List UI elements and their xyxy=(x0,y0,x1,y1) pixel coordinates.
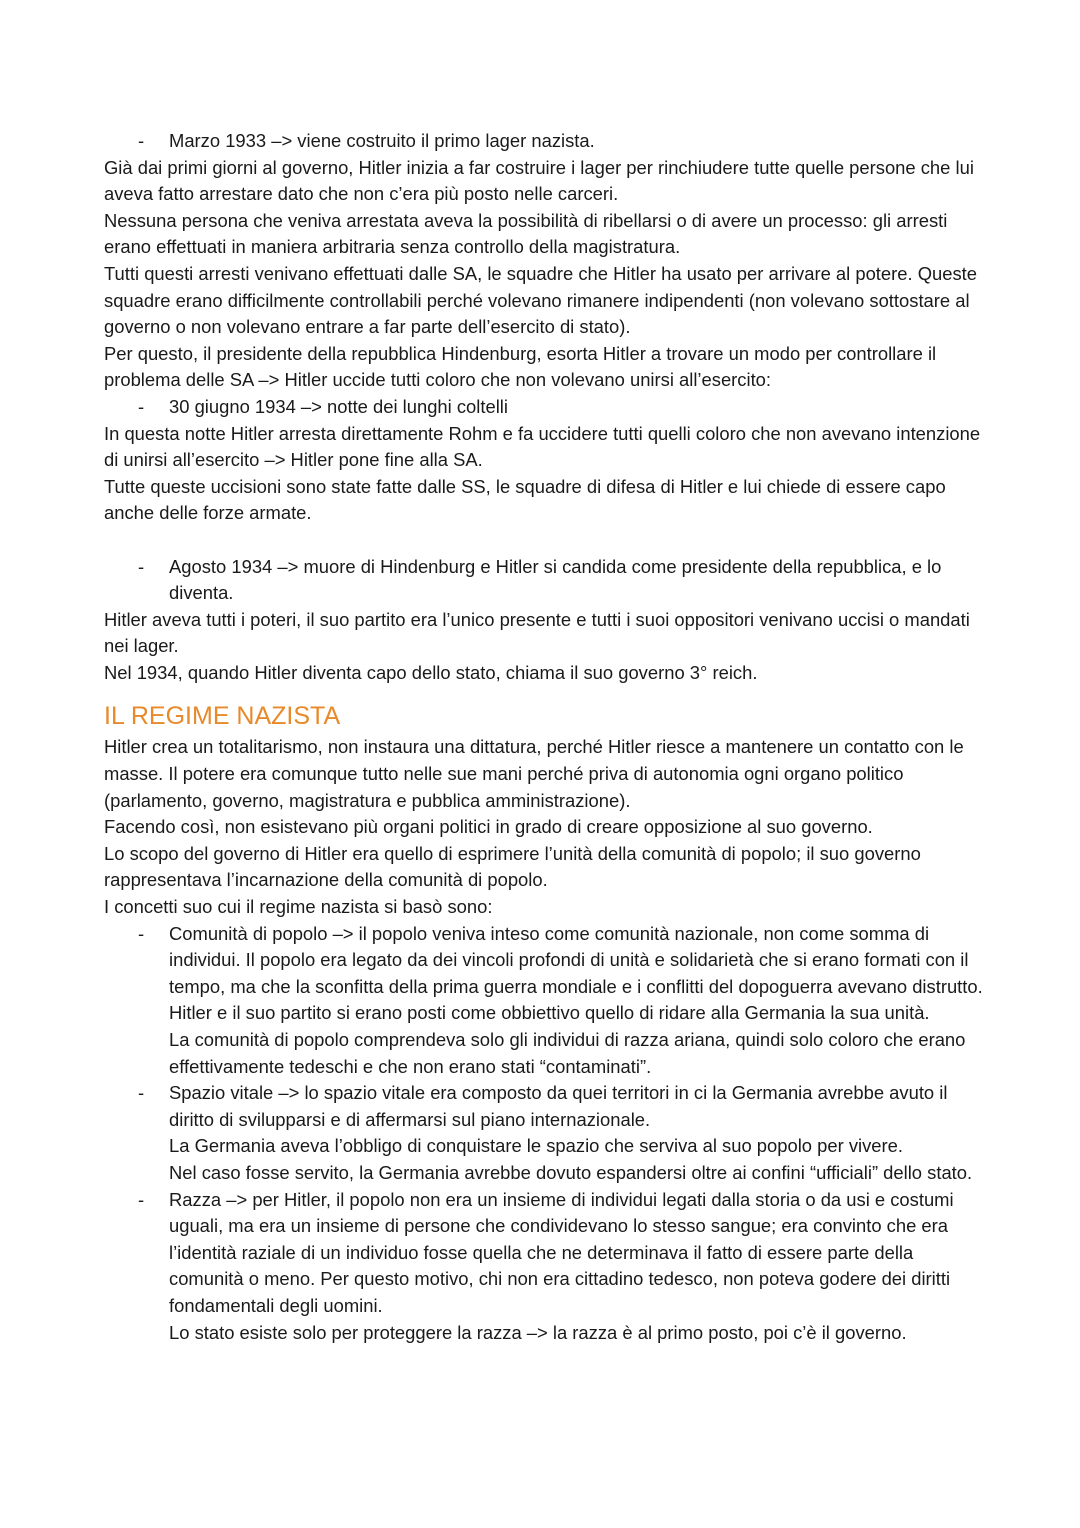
bullet-text: La comunità di popolo comprendeva solo gli individui di razza ariana, quindi solo coloro che erano effettivamente tedeschi e che non erano stati “contaminati”. xyxy=(169,1029,966,1077)
bullet-dash: - xyxy=(138,1188,145,1210)
bullet-dash: - xyxy=(138,555,145,577)
bullet-marzo-1933 xyxy=(104,128,984,155)
paragraph: Tutti questi arresti venivano effettuati dalle SA, le squadre che Hitler ha usato per arrivare al potere. Queste squadre erano difficilmente controllabili perché volevano rimanere indipendenti (non volevano sottostare al governo o non volevano entrare a far parte dell’esercito di stato). xyxy=(104,262,978,338)
bullet-agosto-1934 xyxy=(104,554,984,607)
bullet-text: Spazio vitale –> lo spazio vitale era composto da quei territori in ci la Germania avrebbe avuto il diritto di svilupparsi e di affermarsi sul piano internazionale. xyxy=(169,1082,948,1130)
bullet-text: Lo stato esiste solo per proteggere la razza –> la razza è al primo posto, poi c’è il governo. xyxy=(169,1321,907,1343)
paragraph: I concetti suo cui il regime nazista si basò sono: xyxy=(104,896,493,918)
bullet-dash: - xyxy=(138,395,145,417)
bullet-text: La Germania aveva l’obbligo di conquistare le spazio che serviva al suo popolo per vivere. xyxy=(169,1135,904,1157)
bullet-comunita-di-popolo xyxy=(104,921,984,1081)
bullet-dash: - xyxy=(138,1082,145,1104)
bullet-dash: - xyxy=(138,922,145,944)
paragraph: Tutte queste uccisioni sono state fatte dalle SS, le squadre di difesa di Hitler e lui chiede di essere capo anche delle forze armate. xyxy=(104,475,946,524)
paragraph: Hitler aveva tutti i poteri, il suo partito era l’unico presente e tutti i suoi oppositori venivano uccisi o mandati nei lager. xyxy=(104,608,970,657)
paragraph: Per questo, il presidente della repubblica Hindenburg, esorta Hitler a trovare un modo per controllare il problema delle SA –> Hitler uccide tutti coloro che non volevano unirsi all’esercito: xyxy=(104,342,937,391)
blank-line xyxy=(104,527,984,554)
paragraph: Lo scopo del governo di Hitler era quello di esprimere l’unità della comunità di popolo; il suo governo rappresentava l’incarnazione della comunità di popolo. xyxy=(104,842,921,891)
paragraph: Hitler crea un totalitarismo, non instaura una dittatura, perché Hitler riesce a mantenere un contatto con le masse. Il potere era comunque tutto nelle sue mani perché priva di autonomia ogni organo politico (parlamento, governo, magistratura e pubblica amministrazione). xyxy=(104,736,964,811)
bullet-razza xyxy=(104,1187,984,1347)
bullet-text: Marzo 1933 –> viene costruito il primo lager nazista. xyxy=(169,130,595,151)
bullet-spazio-vitale xyxy=(104,1080,984,1186)
paragraph: Nel 1934, quando Hitler diventa capo dello stato, chiama il suo governo 3° reich. xyxy=(104,661,758,683)
bullet-text: Agosto 1934 –> muore di Hindenburg e Hitler si candida come presidente della repubblica, e lo diventa. xyxy=(169,555,942,604)
section-heading: IL REGIME NAZISTA xyxy=(104,702,341,731)
bullet-text: 30 giugno 1934 –> notte dei lunghi coltelli xyxy=(169,395,508,417)
bullet-text: Razza –> per Hitler, il popolo non era un insieme di individui legati dalla storia o da usi e costumi uguali, ma era un insieme di persone che condividevano lo stesso sangue; era convinto che era l’identità raziale di un individuo fosse quella che ne determinava il fatto di essere parte della comunità o meno. Per questo motivo, chi non era cittadino tedesco, non poteva godere dei diritti fondamentali degli uomini. xyxy=(169,1188,954,1316)
paragraph: Nessuna persona che veniva arrestata aveva la possibilità di ribellarsi o di avere un processo: gli arresti erano effettuati in maniera arbitraria senza controllo della magistratura. xyxy=(104,209,948,258)
document-page xyxy=(104,128,984,1346)
bullet-giugno-1934 xyxy=(104,394,984,421)
bullet-text: Comunità di popolo –> il popolo veniva inteso come comunità nazionale, non come somma di individui. Il popolo era legato da dei vincoli profondi di unità e solidarietà che si erano formati con il tempo, ma che la sconfitta della prima guerra mondiale e i conflitti del dopoguerra avevano distrutto. Hitler e il suo partito si erano posti come obbiettivo quello di ridare alla Germania la sua unità. xyxy=(169,922,983,1024)
paragraph: Già dai primi giorni al governo, Hitler inizia a far costruire i lager per rinchiudere tutte quelle persone che lui aveva fatto arrestare dato che non c’era più posto nelle carceri. xyxy=(104,156,974,205)
bullet-text: Nel caso fosse servito, la Germania avrebbe dovuto espandersi oltre ai confini “ufficiali” dello stato. xyxy=(169,1161,973,1183)
paragraph: Facendo così, non esistevano più organi politici in grado di creare opposizione al suo governo. xyxy=(104,816,873,838)
paragraph: In questa notte Hitler arresta direttamente Rohm e fa uccidere tutti quelli coloro che non avevano intenzione di unirsi all’esercito –> Hitler pone fine alla SA. xyxy=(104,422,981,471)
bullet-dash: - xyxy=(138,130,145,151)
